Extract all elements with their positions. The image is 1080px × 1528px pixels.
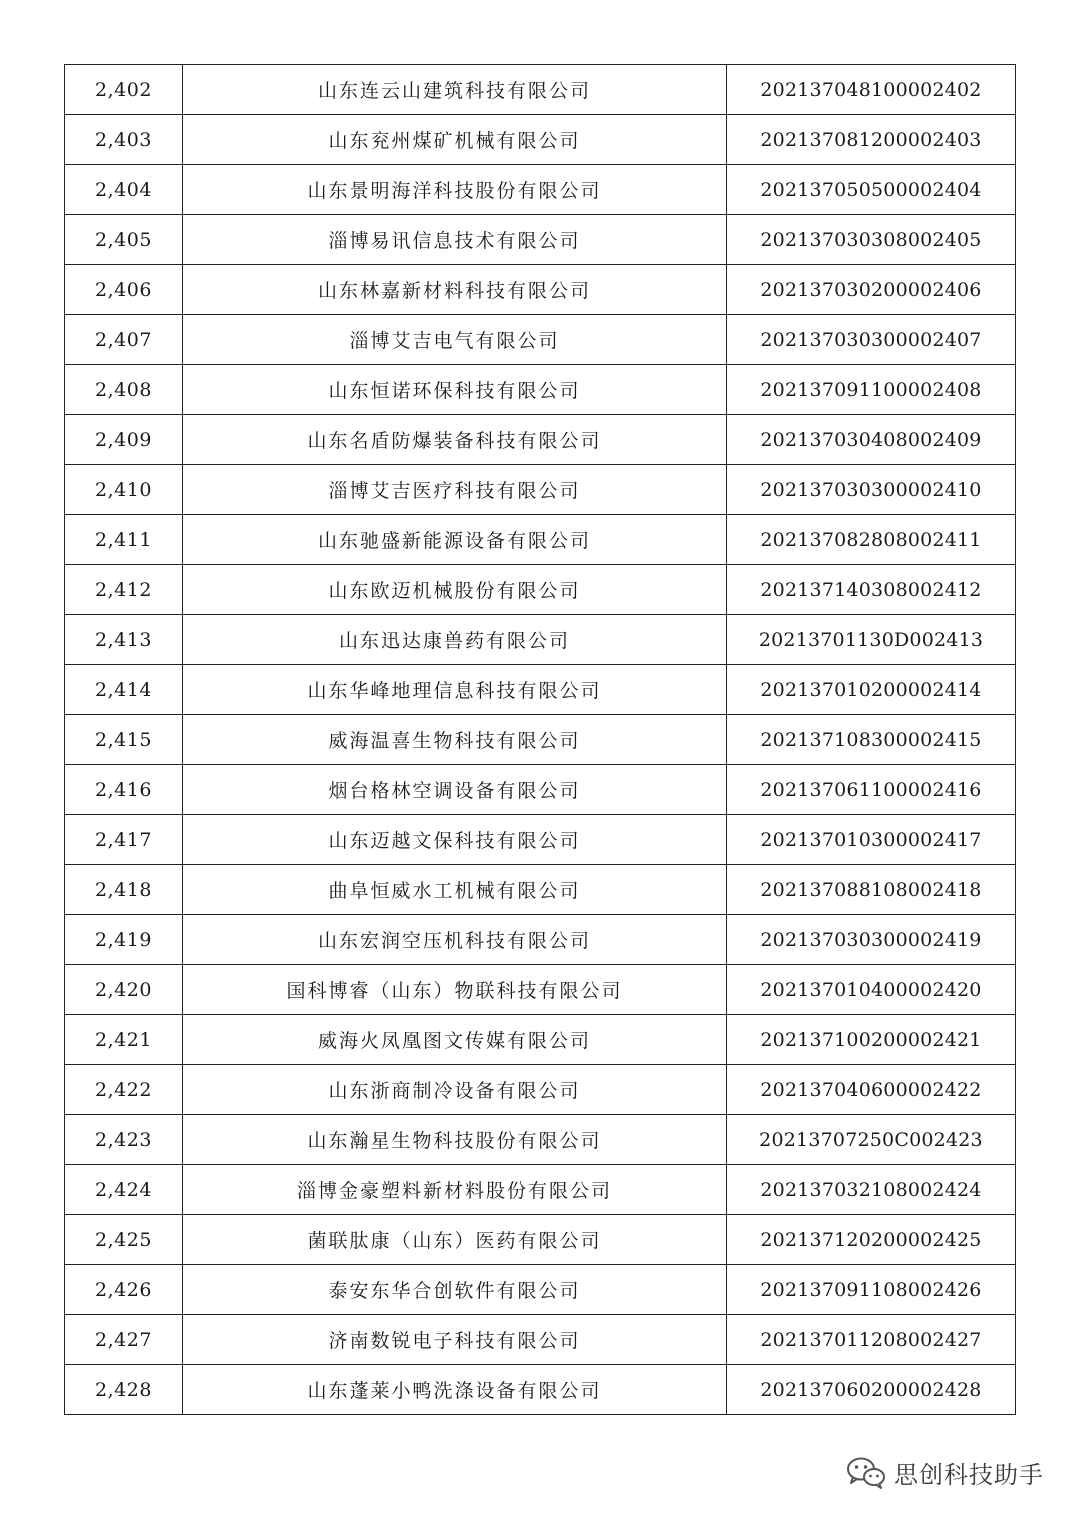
registration-code-cell: 202137140308002412 — [727, 565, 1016, 615]
company-name-cell: 威海温喜生物科技有限公司 — [183, 715, 727, 765]
registration-code-cell: 202137030200002406 — [727, 265, 1016, 315]
table-row — [65, 1315, 1016, 1365]
company-name-cell: 山东宏润空压机科技有限公司 — [183, 915, 727, 965]
seq-cell: 2,418 — [65, 865, 183, 915]
company-name-cell: 菌联肽康（山东）医药有限公司 — [183, 1215, 727, 1265]
registration-code-cell: 202137060200002428 — [727, 1365, 1016, 1415]
seq-cell: 2,419 — [65, 915, 183, 965]
seq-cell: 2,415 — [65, 715, 183, 765]
company-name-cell: 淄博艾吉电气有限公司 — [183, 315, 727, 365]
seq-cell: 2,411 — [65, 515, 183, 565]
company-name-cell: 淄博易讯信息技术有限公司 — [183, 215, 727, 265]
company-name-cell: 山东兖州煤矿机械有限公司 — [183, 115, 727, 165]
company-name-cell: 国科博睿（山东）物联科技有限公司 — [183, 965, 727, 1015]
company-name-cell: 山东名盾防爆装备科技有限公司 — [183, 415, 727, 465]
table-row — [65, 1065, 1016, 1115]
registration-code-cell: 202137030408002409 — [727, 415, 1016, 465]
seq-cell: 2,421 — [65, 1015, 183, 1065]
table-body — [65, 65, 1016, 1415]
table-row — [65, 1165, 1016, 1215]
seq-cell: 2,404 — [65, 165, 183, 215]
table-row — [65, 365, 1016, 415]
registration-code-cell: 202137030308002405 — [727, 215, 1016, 265]
seq-cell: 2,427 — [65, 1315, 183, 1365]
registration-code-cell: 202137091108002426 — [727, 1265, 1016, 1315]
table-row — [65, 265, 1016, 315]
seq-cell: 2,410 — [65, 465, 183, 515]
seq-cell: 2,414 — [65, 665, 183, 715]
seq-cell: 2,407 — [65, 315, 183, 365]
registration-code-cell: 202137011208002427 — [727, 1315, 1016, 1365]
table-row — [65, 615, 1016, 665]
seq-cell: 2,417 — [65, 815, 183, 865]
seq-cell: 2,405 — [65, 215, 183, 265]
table-row — [65, 65, 1016, 115]
registration-code-cell: 20213701130D002413 — [727, 615, 1016, 665]
registration-code-cell: 202137010200002414 — [727, 665, 1016, 715]
company-name-cell: 山东蓬莱小鸭洗涤设备有限公司 — [183, 1365, 727, 1415]
table-row — [65, 1115, 1016, 1165]
seq-cell: 2,423 — [65, 1115, 183, 1165]
registration-code-cell: 202137082808002411 — [727, 515, 1016, 565]
table-row — [65, 165, 1016, 215]
table-row — [65, 1215, 1016, 1265]
company-name-cell: 山东迅达康兽药有限公司 — [183, 615, 727, 665]
registration-code-cell: 202137091100002408 — [727, 365, 1016, 415]
seq-cell: 2,424 — [65, 1165, 183, 1215]
table-row — [65, 415, 1016, 465]
company-name-cell: 泰安东华合创软件有限公司 — [183, 1265, 727, 1315]
registration-code-cell: 202137032108002424 — [727, 1165, 1016, 1215]
table-row — [65, 215, 1016, 265]
table-row — [65, 815, 1016, 865]
seq-cell: 2,403 — [65, 115, 183, 165]
table-row — [65, 515, 1016, 565]
seq-cell: 2,420 — [65, 965, 183, 1015]
registration-code-cell: 202137081200002403 — [727, 115, 1016, 165]
company-registry-table — [64, 64, 1016, 1415]
registration-code-cell: 202137048100002402 — [727, 65, 1016, 115]
company-name-cell: 山东驰盛新能源设备有限公司 — [183, 515, 727, 565]
company-name-cell: 曲阜恒威水工机械有限公司 — [183, 865, 727, 915]
company-name-cell: 山东景明海洋科技股份有限公司 — [183, 165, 727, 215]
seq-cell: 2,412 — [65, 565, 183, 615]
table-row — [65, 465, 1016, 515]
seq-cell: 2,426 — [65, 1265, 183, 1315]
registration-code-cell: 202137030300002407 — [727, 315, 1016, 365]
seq-cell: 2,409 — [65, 415, 183, 465]
registration-code-cell: 202137061100002416 — [727, 765, 1016, 815]
seq-cell: 2,422 — [65, 1065, 183, 1115]
company-name-cell: 山东浙商制冷设备有限公司 — [183, 1065, 727, 1115]
company-name-cell: 烟台格林空调设备有限公司 — [183, 765, 727, 815]
seq-cell: 2,416 — [65, 765, 183, 815]
seq-cell: 2,406 — [65, 265, 183, 315]
company-name-cell: 山东迈越文保科技有限公司 — [183, 815, 727, 865]
company-name-cell: 山东华峰地理信息科技有限公司 — [183, 665, 727, 715]
company-name-cell: 山东林嘉新材料科技有限公司 — [183, 265, 727, 315]
table-row — [65, 865, 1016, 915]
company-name-cell: 山东瀚星生物科技股份有限公司 — [183, 1115, 727, 1165]
company-name-cell: 山东欧迈机械股份有限公司 — [183, 565, 727, 615]
account-watermark — [846, 1455, 1044, 1490]
seq-cell: 2,425 — [65, 1215, 183, 1265]
wechat-icon — [846, 1456, 886, 1490]
registration-code-cell: 202137088108002418 — [727, 865, 1016, 915]
registration-code-cell: 202137010400002420 — [727, 965, 1016, 1015]
table-row — [65, 915, 1016, 965]
table-row — [65, 115, 1016, 165]
table-row — [65, 315, 1016, 365]
table-row — [65, 965, 1016, 1015]
table-row — [65, 715, 1016, 765]
seq-cell: 2,428 — [65, 1365, 183, 1415]
company-name-cell: 威海火凤凰图文传媒有限公司 — [183, 1015, 727, 1065]
registration-code-cell: 20213707250C002423 — [727, 1115, 1016, 1165]
table-row — [65, 1365, 1016, 1415]
company-name-cell: 淄博艾吉医疗科技有限公司 — [183, 465, 727, 515]
table-row — [65, 765, 1016, 815]
company-name-cell: 山东恒诺环保科技有限公司 — [183, 365, 727, 415]
registration-code-cell: 202137100200002421 — [727, 1015, 1016, 1065]
seq-cell: 2,402 — [65, 65, 183, 115]
registration-code-cell: 202137030300002419 — [727, 915, 1016, 965]
table-row — [65, 565, 1016, 615]
registration-code-cell: 202137010300002417 — [727, 815, 1016, 865]
registration-code-cell: 202137030300002410 — [727, 465, 1016, 515]
registration-code-cell: 202137108300002415 — [727, 715, 1016, 765]
registration-code-cell: 202137120200002425 — [727, 1215, 1016, 1265]
watermark-text: 思创科技助手 — [894, 1461, 1044, 1489]
table-row — [65, 1265, 1016, 1315]
seq-cell: 2,408 — [65, 365, 183, 415]
company-name-cell: 淄博金豪塑料新材料股份有限公司 — [183, 1165, 727, 1215]
table-row — [65, 665, 1016, 715]
company-name-cell: 山东连云山建筑科技有限公司 — [183, 65, 727, 115]
registration-code-cell: 202137040600002422 — [727, 1065, 1016, 1115]
table-row — [65, 1015, 1016, 1065]
registration-code-cell: 202137050500002404 — [727, 165, 1016, 215]
company-name-cell: 济南数锐电子科技有限公司 — [183, 1315, 727, 1365]
seq-cell: 2,413 — [65, 615, 183, 665]
